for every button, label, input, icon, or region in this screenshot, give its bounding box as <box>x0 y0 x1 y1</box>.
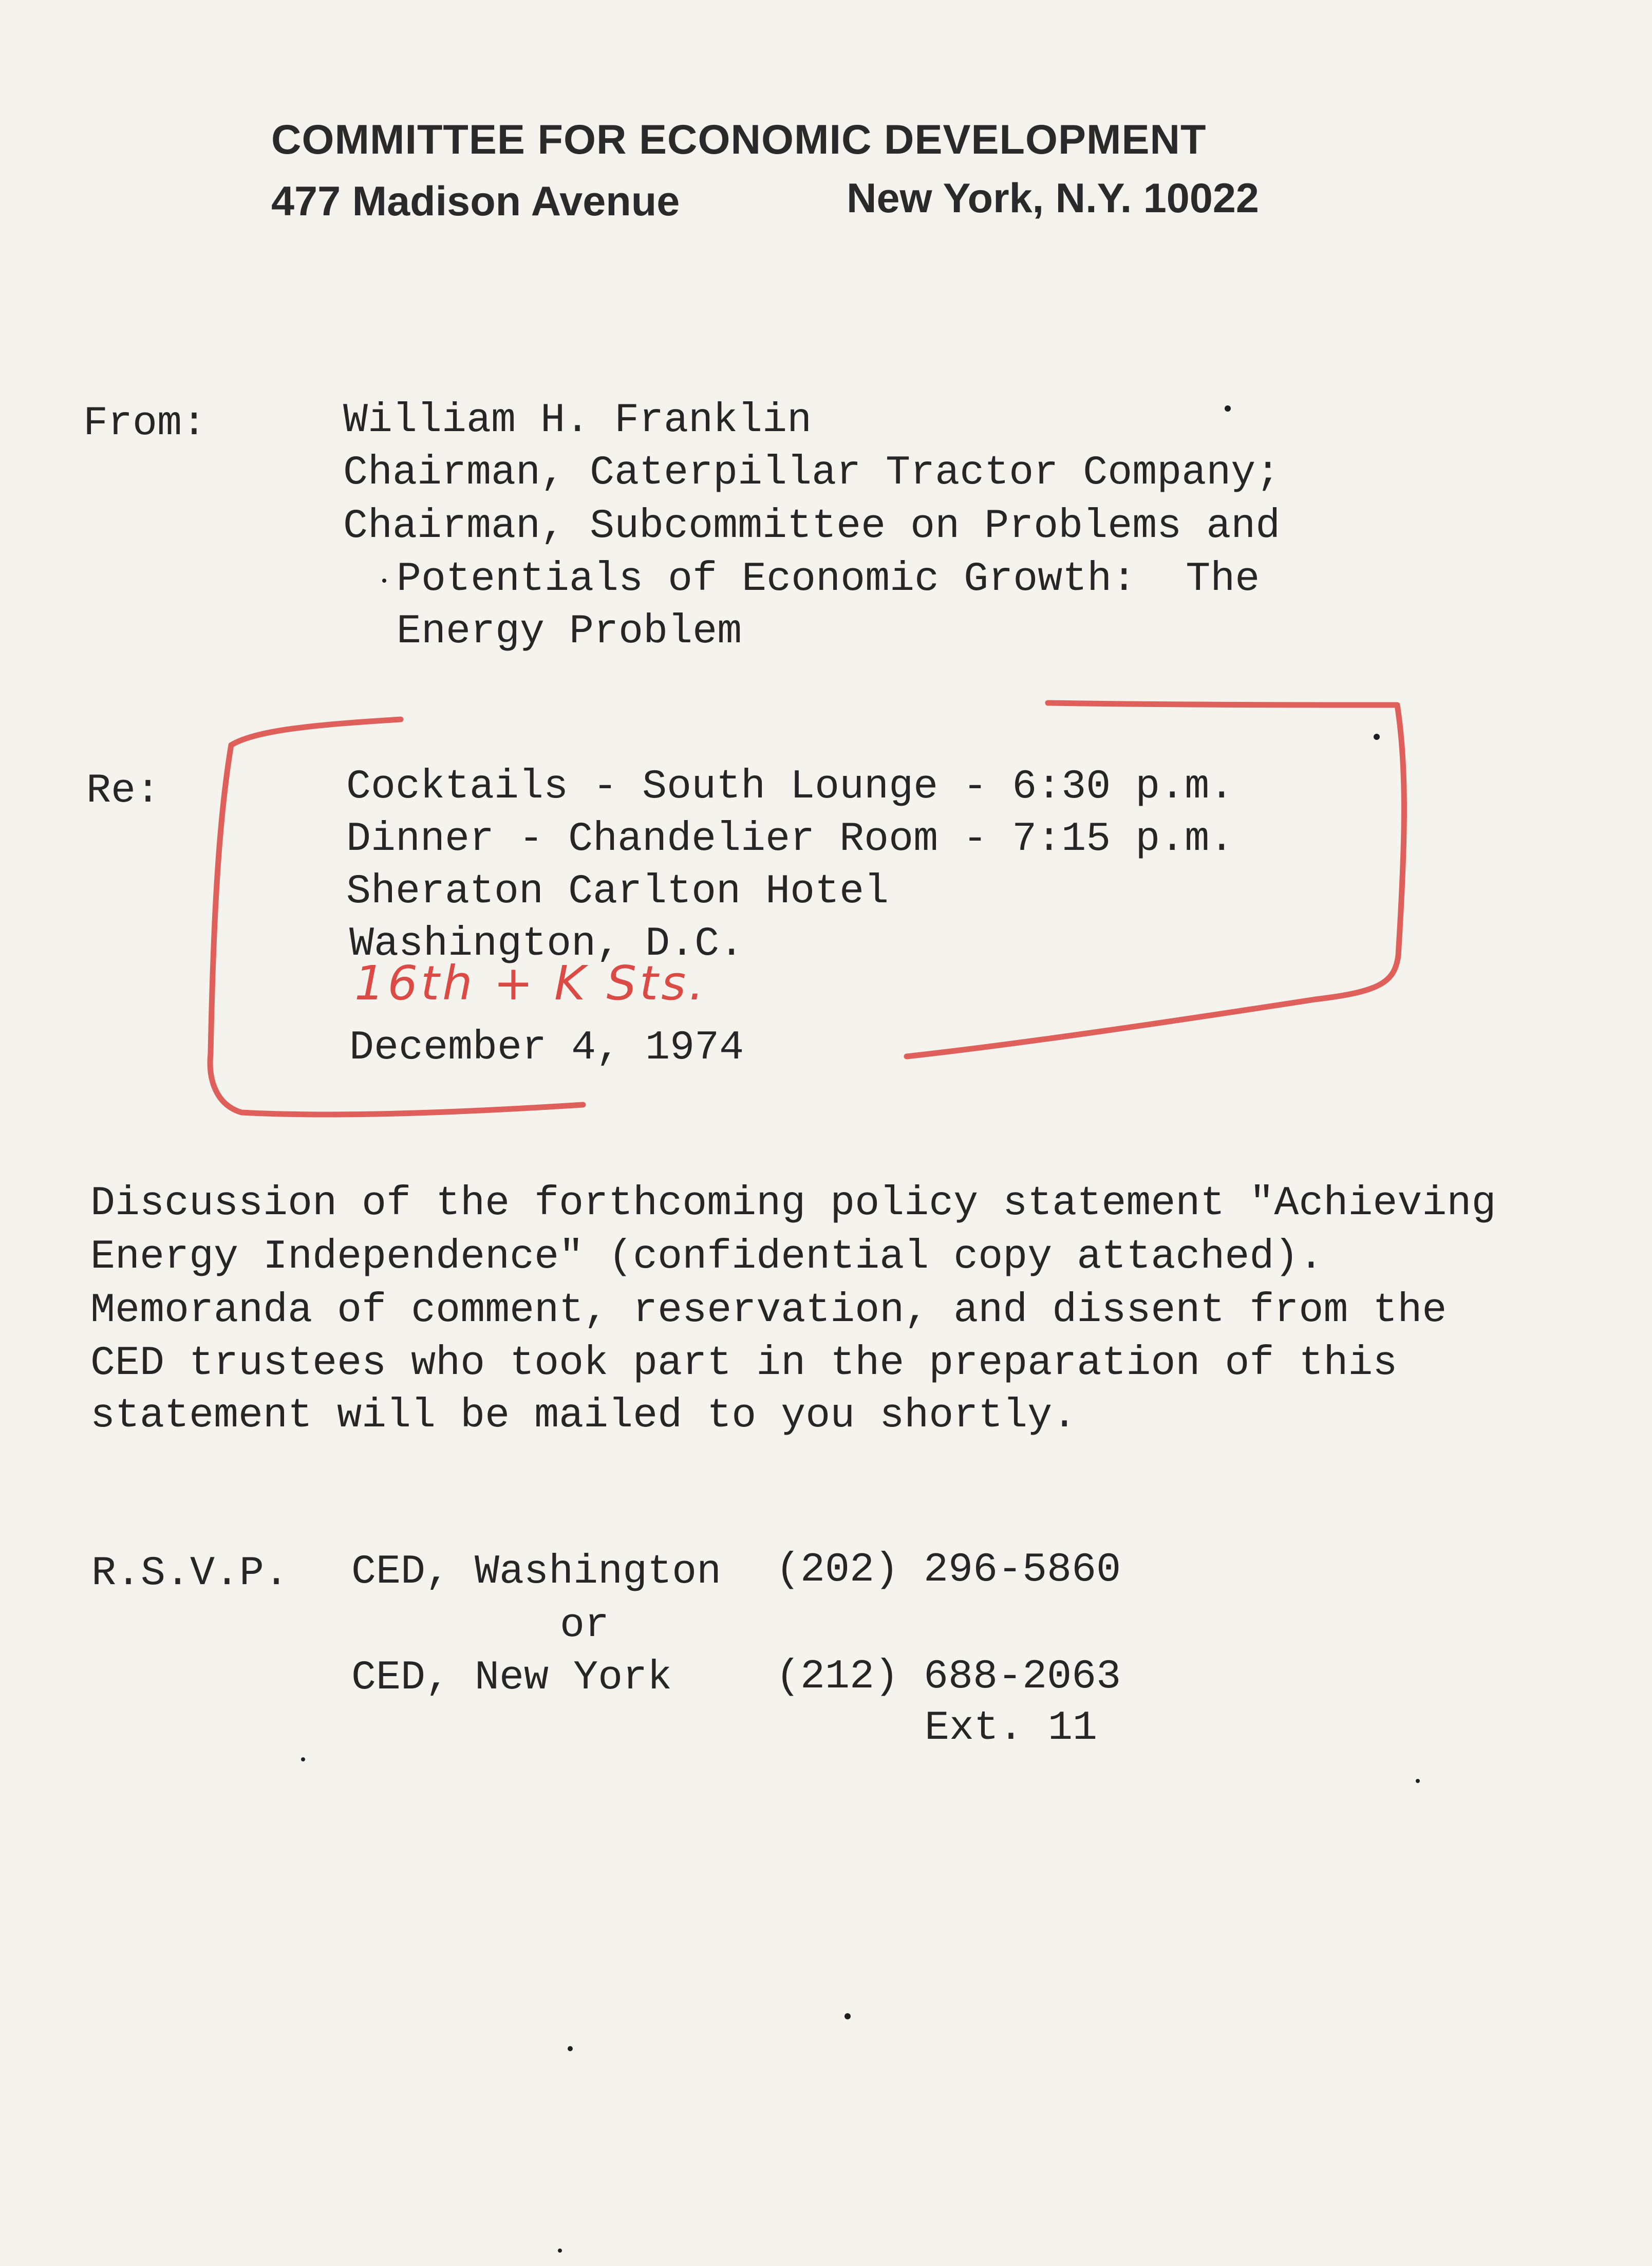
letterhead-city: New York, N.Y. 10022 <box>847 175 1259 221</box>
re-line: Washington, D.C. <box>349 921 744 968</box>
rsvp-label: R.S.V.P. <box>91 1550 289 1597</box>
body-line: CED trustees who took part in the preparation of this <box>90 1340 1398 1387</box>
re-line: Sheraton Carlton Hotel <box>346 868 889 915</box>
body-line: Memoranda of comment, reservation, and dissent from the <box>90 1287 1447 1334</box>
speck <box>568 2046 573 2051</box>
rsvp-extension: Ext. 11 <box>925 1705 1098 1752</box>
speck <box>382 579 386 583</box>
from-line: Potentials of Economic Growth: The <box>397 556 1260 603</box>
handwritten-note: 16th + K Sts. <box>354 956 707 1011</box>
rsvp-office-new-york: CED, New York <box>351 1655 672 1701</box>
from-label: From: <box>83 400 207 447</box>
re-label: Re: <box>86 768 161 814</box>
rsvp-phone-new-york: (212) 688-2063 <box>776 1654 1121 1700</box>
speck <box>301 1757 305 1761</box>
body-line: Energy Independence" (confidential copy attached). <box>90 1234 1324 1280</box>
re-line: Cocktails - South Lounge - 6:30 p.m. <box>346 764 1234 810</box>
re-line: Dinner - Chandelier Room - 7:15 p.m. <box>346 816 1234 863</box>
speck <box>558 2249 562 2253</box>
speck <box>844 2013 851 2019</box>
body-line: statement will be mailed to you shortly. <box>90 1392 1077 1439</box>
rsvp-phone-washington: (202) 296-5860 <box>776 1547 1121 1593</box>
speck <box>1416 1779 1420 1783</box>
body-line: Discussion of the forthcoming policy statement "Achieving <box>90 1180 1496 1227</box>
rsvp-office-washington: CED, Washington <box>351 1549 722 1595</box>
speck <box>1374 734 1380 740</box>
from-line: Chairman, Subcommittee on Problems and <box>343 503 1281 550</box>
letterhead-organization: COMMITTEE FOR ECONOMIC DEVELOPMENT <box>271 117 1207 163</box>
rsvp-or: or <box>560 1602 610 1649</box>
from-line: Chairman, Caterpillar Tractor Company; <box>343 450 1281 496</box>
re-date: December 4, 1974 <box>349 1025 744 1071</box>
from-line: Energy Problem <box>397 608 742 655</box>
right-bracket-mark <box>907 703 1404 1056</box>
letterhead-street: 477 Madison Avenue <box>271 178 680 225</box>
left-bracket-mark <box>210 719 583 1115</box>
speck <box>1225 405 1231 412</box>
from-line: William H. Franklin <box>343 397 812 444</box>
